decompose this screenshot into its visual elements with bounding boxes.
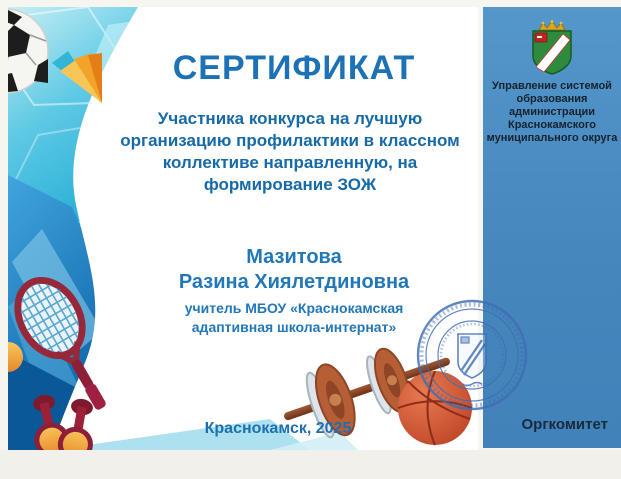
subtitle-line: формирование ЗОЖ [203,175,377,194]
role-line: учитель МБОУ «Краснокамская [184,300,404,316]
subtitle-line: коллективе направленную, на [162,153,418,172]
organization-line: Краснокамского [508,119,596,131]
certificate-title: СЕРТИФИКАТ [172,49,416,87]
krasnokamsk-coat-of-arms-icon [529,20,575,76]
subtitle-line: организацию профилактики в классном [120,131,460,150]
role-line: адаптивная школа-интернат» [191,319,397,335]
certificate-body [8,7,478,450]
city-year: Краснокамск, 2025 [204,420,352,437]
organization-line: муниципального округа [486,132,618,144]
organization-line: Управление системой [492,80,612,92]
round-seal-stamp-icon [412,296,532,414]
certificate-subtitle [94,108,486,196]
recipient-given-names: Разина Хиялетдиновна [178,271,410,293]
organization-name [483,80,621,145]
subtitle-line: Участника конкурса на лучшую [157,109,423,128]
recipient-surname: Мазитова [246,246,342,268]
signature-label: Оргкомитет [521,416,608,433]
organization-line: администрации [508,106,596,118]
organization-line: образования [516,93,588,105]
scanner-background [0,450,621,479]
